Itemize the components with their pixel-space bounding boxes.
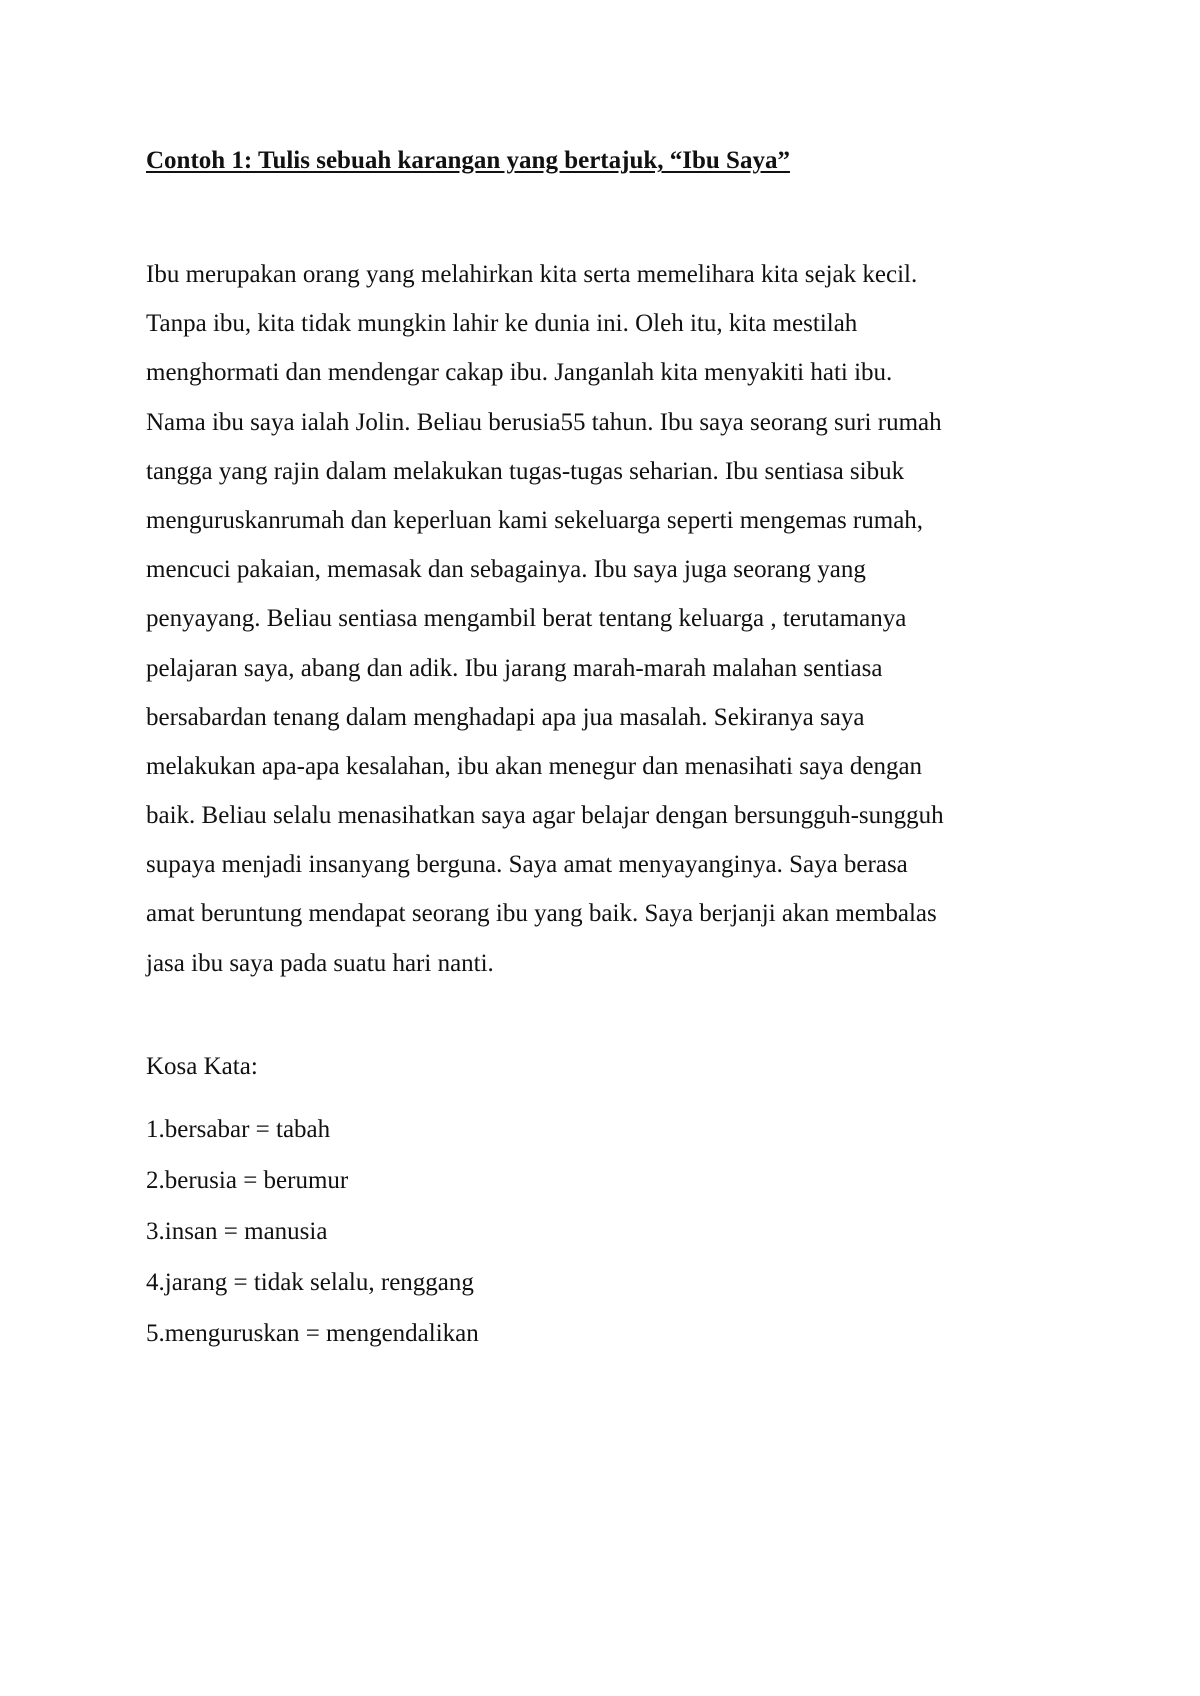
paragraph-line: Tanpa ibu, kita tidak mungkin lahir ke dunia ini. Oleh itu, kita mestilah bbox=[146, 310, 858, 338]
paragraph-line: mencuci pakaian, memasak dan sebagainya. Ibu saya juga seorang yang bbox=[146, 556, 866, 584]
vocabulary-heading: Kosa Kata: bbox=[146, 1053, 258, 1080]
vocabulary-list bbox=[146, 1104, 479, 1359]
paragraph-line: Ibu merupakan orang yang melahirkan kita serta memelihara kita sejak kecil. bbox=[146, 261, 918, 288]
vocabulary-item: 4.jarang = tidak selalu, renggang bbox=[146, 1269, 474, 1296]
vocabulary-item: 1.bersabar = tabah bbox=[146, 1116, 331, 1143]
paragraph-line: Nama ibu saya ialah Jolin. Beliau berusia55 tahun. Ibu saya seorang suri rumah bbox=[146, 408, 942, 436]
paragraph-line: menguruskanrumah dan keperluan kami sekeluarga seperti mengemas rumah, bbox=[146, 506, 924, 534]
paragraph-line: menghormati dan mendengar cakap ibu. Janganlah kita menyakiti hati ibu. bbox=[146, 359, 893, 387]
paragraph-line: penyayang. Beliau sentiasa mengambil berat tentang keluarga , terutamanya bbox=[146, 605, 907, 633]
vocabulary-item: 5.menguruskan = mengendalikan bbox=[146, 1320, 479, 1347]
paragraph-line: supaya menjadi insanyang berguna. Saya amat menyayanginya. Saya berasa bbox=[146, 851, 908, 879]
paragraph-line: bersabardan tenang dalam menghadapi apa jua masalah. Sekiranya saya bbox=[146, 703, 865, 731]
paragraph-line: tangga yang rajin dalam melakukan tugas-tugas seharian. Ibu sentiasa sibuk bbox=[146, 457, 905, 485]
paragraph-line: pelajaran saya, abang dan adik. Ibu jarang marah-marah malahan sentiasa bbox=[146, 654, 883, 682]
paragraph-line: amat beruntung mendapat seorang ibu yang baik. Saya berjanji akan membalas bbox=[146, 900, 937, 928]
paragraph-line: jasa ibu saya pada suatu hari nanti. bbox=[146, 949, 494, 977]
vocabulary-item: 2.berusia = berumur bbox=[146, 1167, 349, 1194]
essay-title: Contoh 1: Tulis sebuah karangan yang bertajuk, “Ibu Saya” bbox=[146, 147, 790, 174]
essay-paragraph bbox=[146, 250, 1106, 988]
vocabulary-item: 3.insan = manusia bbox=[146, 1218, 328, 1245]
paragraph-line: baik. Beliau selalu menasihatkan saya agar belajar dengan bersungguh-sungguh bbox=[146, 802, 944, 830]
paragraph-line: melakukan apa-apa kesalahan, ibu akan menegur dan menasihati saya dengan bbox=[146, 752, 923, 780]
